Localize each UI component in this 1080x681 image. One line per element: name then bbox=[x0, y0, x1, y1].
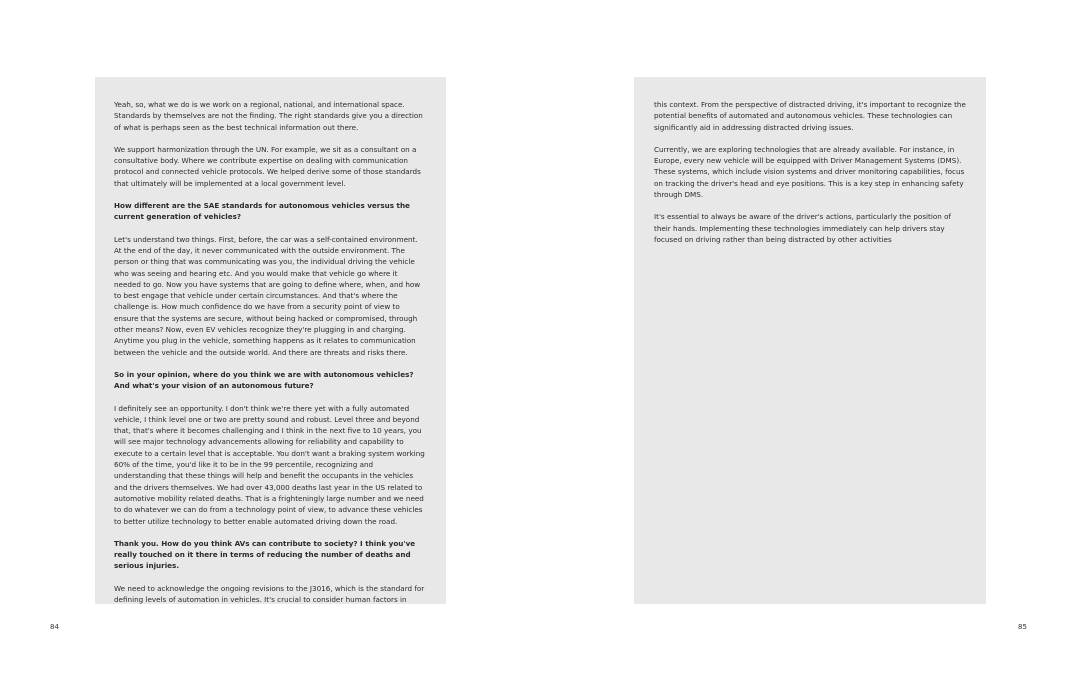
page-number-left: 84 bbox=[50, 623, 59, 631]
page-number-right: 85 bbox=[1018, 623, 1027, 631]
paragraph: this context. From the perspective of distracted driving, it's important to recognize the potential benefits of automated and autonomous vehicles. These technologies can significantly aid in addressing distracted driving issues. bbox=[654, 100, 966, 132]
paragraph: We need to acknowledge the ongoing revisions to the J3016, which is the standard for defining levels of automation in vehicles. It's crucial to consider human factors in bbox=[114, 583, 425, 604]
left-page-panel bbox=[95, 77, 446, 604]
interview-question: So in your opinion, where do you think we are with autonomous vehicles? And what's your vision of an autonomous future? bbox=[114, 369, 414, 391]
right-page-panel bbox=[634, 77, 986, 604]
paragraph: We support harmonization through the UN. For example, we sit as a consultant on a consultative body. Where we contribute expertise on dealing with communication protocol and connected vehicle protocols. We helped derive some of those standards that ultimately will be implemented at a local government level. bbox=[114, 144, 421, 188]
interview-question: Thank you. How do you think AVs can contribute to society? I think you've really touched on it there in terms of reducing the number of deaths and serious injuries. bbox=[114, 538, 416, 571]
paragraph: I definitely see an opportunity. I don't think we're there yet with a fully automated vehicle, I think level one or two are pretty sound and robust. Level three and beyond that, that's where it becomes challenging and I think in the next five to 10 years, you will see major technology advancements allowing for reliability and capability to execute to a certain level that is acceptable. You don't want a braking system working 60% of the time, you'd like it to be in the 99 percentile, recognizing and understanding that these things will help and benefit the occupants in the vehicles and the drivers themselves. We had over 43,000 deaths last year in the US related to automotive mobility related deaths. That is a frighteningly large number and we need to do whatever we can do from a technology point of view, to advance these vehicles to better utilize technology to better enable automated driving down the road. bbox=[114, 403, 425, 526]
paragraph: Let's understand two things. First, before, the car was a self-contained environment. At the end of the day, it never communicated with the outside environment. The person or thing that was communicating was you, the individual driving the vehicle who was seeing and hearing etc. And you would make that vehicle go where it needed to go. Now you have systems that are going to define where, when, and how to best engage that vehicle under certain circumstances. And that's where the challenge is. How much confidence do we have from a security point of view to ensure that the systems are secure, without being hacked or compromised, through other means? Now, even EV vehicles recognize they're plugging in and charging. Anytime you plug in the vehicle, something happens as it relates to communication between the vehicle and the outside world. And there are threats and risks there. bbox=[114, 234, 421, 357]
paragraph: Yeah, so, what we do is we work on a regional, national, and international space. Standards by themselves are not the finding. The right standards give you a direction of what is perhaps seen as the best technical information out there. bbox=[114, 100, 423, 132]
paragraph: Currently, we are exploring technologies that are already available. For instance, in Europe, every new vehicle will be equipped with Driver Management Systems (DMS). These systems, which include vision systems and driver monitoring capabilities, focus on tracking the driver's head and eye positions. This is a key step in enhancing safety through DMS. bbox=[654, 144, 965, 200]
interview-question: How different are the SAE standards for autonomous vehicles versus the current generation of vehicles? bbox=[114, 201, 410, 222]
paragraph: It's essential to always be aware of the driver's actions, particularly the position of their hands. Implementing these technologies immediately can help drivers stay focused on driving rather than being distracted by other activities bbox=[654, 212, 952, 244]
